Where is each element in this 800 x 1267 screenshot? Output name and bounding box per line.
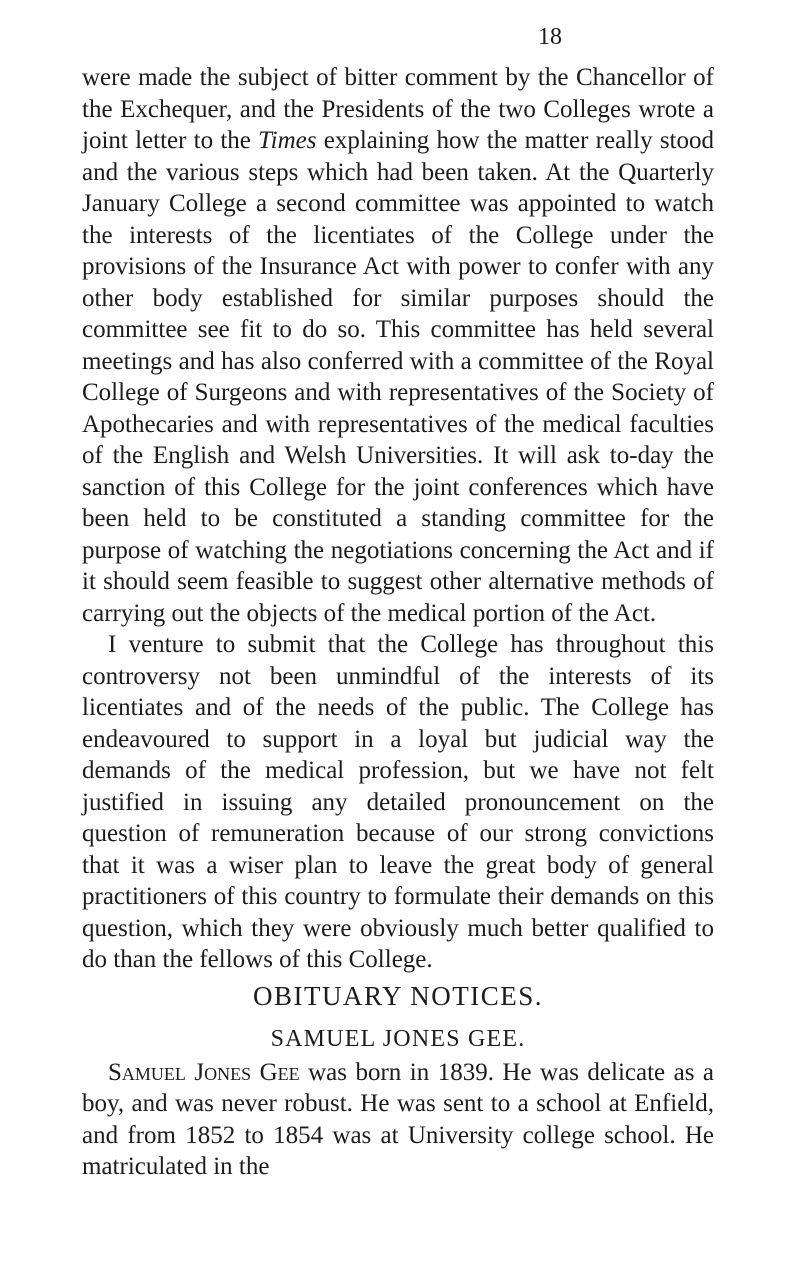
paragraph-text: explaining how the matter really stood and the various steps which had been taken. At the Quarterly January College a second committee was appointed to watch the interests of the licentiates of the College under the provisions of the Insurance Act with power to confer with any other body established for similar purposes should the committee see fit to do so. This committee has held several meetings and has also conferred with a committee of the Royal College of Surgeons and with representatives of the Society of Apothecaries and with representatives of the medical faculties of the English and Welsh Universities. It will ask to-day the sanction of this College for the joint conferences which have been held to be constituted a standing committee for the purpose of watching the negotiations concerning the Act and if it should seem feasible to suggest other alternative methods of carrying out the objects of the medical portion of the Act. [82,127,714,627]
paragraph: I venture to submit that the College has throughout this controversy not been unmindful of the interests of its licentiates and of the needs of the public. The College has endeavoured to support in a loyal but judicial way the demands of the medical profession, but we have not felt justified in issuing any detailed pronouncement on the question of remuneration because of our strong convictions that it was a wiser plan to leave the great body of general practitioners of this country to formulate their demands on this question, which they were obviously much better qualified to do than the fellows of this College. [82,631,714,973]
section-heading: OBITUARY NOTICES. [252,980,543,1011]
body-text [82,62,714,1183]
page-number: 18 [538,24,562,50]
obituary-subheading: SAMUEL JONES GEE. [270,1025,526,1052]
obituary-paragraph [82,1057,714,1183]
newspaper-title: Times [258,127,317,154]
paragraph-continuation [82,62,714,629]
obituary-text: was born in 1839. He was delicate as a boy, and was never robust. He was sent to a school at Enfield, and from 1852 to 1854 was at University college school. He matriculated in the [82,1058,714,1180]
paragraph-text: were made the subject of bitter comment by the Chancellor of the Exchequer, and the Presidents of the two Colleges wrote a joint letter to the [82,64,714,154]
obituary-name: Samuel Jones Gee [108,1058,300,1086]
